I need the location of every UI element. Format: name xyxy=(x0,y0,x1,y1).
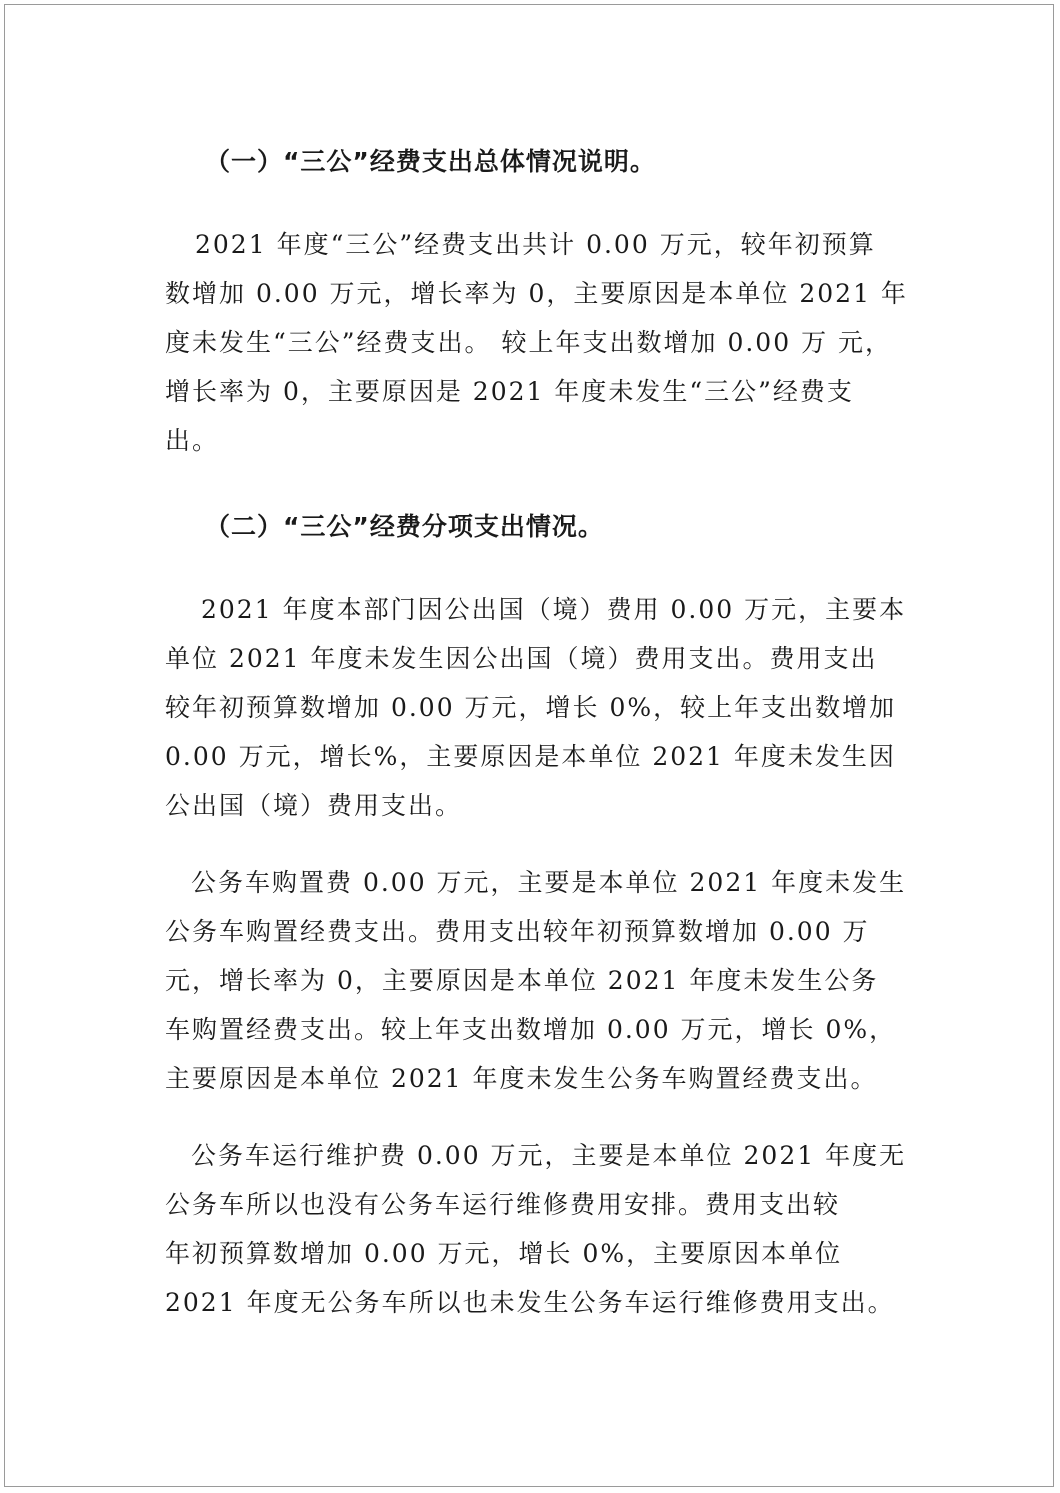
section-2-paragraph-vehicle-purchase xyxy=(165,858,925,1103)
paragraph-line: 公务车运行维护费 0.00 万元，主要是本单位 2021 年度无 xyxy=(191,1141,907,1170)
paragraph-line: 主要原因是本单位 2021 年度未发生公务车购置经费支出。 xyxy=(165,1064,878,1093)
paragraph-line: 公务车购置费 0.00 万元，主要是本单位 2021 年度未发生 xyxy=(191,868,907,897)
document-body xyxy=(165,130,925,1327)
section-2-heading: （二）“三公”经费分项支出情况。 xyxy=(205,512,604,541)
section-1-heading: （一）“三公”经费支出总体情况说明。 xyxy=(205,147,656,176)
paragraph-line: 公务车所以也没有公务车运行维修费用安排。费用支出较 xyxy=(165,1190,841,1219)
section-1-paragraph xyxy=(165,220,925,465)
paragraph-line: 年初预算数增加 0.00 万元，增长 0%，主要原因本单位 xyxy=(165,1239,843,1268)
paragraph-line: 度未发生“三公”经费支出。 较上年支出数增加 0.00 万 元， xyxy=(165,328,893,357)
paragraph-line: 较年初预算数增加 0.00 万元，增长 0%，较上年支出数增加 xyxy=(165,693,897,722)
paragraph-gap xyxy=(165,1103,925,1131)
paragraph-line: 公务车购置经费支出。费用支出较年初预算数增加 0.00 万 xyxy=(165,917,870,946)
section-2-paragraph-overseas xyxy=(165,585,925,830)
paragraph-line: 2021 年度本部门因公出国（境）费用 0.00 万元，主要本 xyxy=(201,595,907,624)
paragraph-line: 车购置经费支出。较上年支出数增加 0.00 万元，增长 0%， xyxy=(165,1015,897,1044)
paragraph-gap xyxy=(165,830,925,858)
paragraph-line: 0.00 万元，增长%，主要原因是本单位 2021 年度未发生因 xyxy=(165,742,896,771)
paragraph-line: 出。 xyxy=(165,426,220,455)
section-2-paragraph-vehicle-maintenance xyxy=(165,1131,925,1327)
paragraph-line: 增长率为 0，主要原因是 2021 年度未发生“三公”经费支 xyxy=(165,377,854,406)
paragraph-line: 元，增长率为 0，主要原因是本单位 2021 年度未发生公务 xyxy=(165,966,879,995)
paragraph-line: 2021 年度无公务车所以也未发生公务车运行维修费用支出。 xyxy=(165,1288,895,1317)
paragraph-line: 2021 年度“三公”经费支出共计 0.00 万元，较年初预算 xyxy=(195,230,876,259)
paragraph-line: 数增加 0.00 万元，增长率为 0，主要原因是本单位 2021 年 xyxy=(165,279,908,308)
paragraph-line: 单位 2021 年度未发生因公出国（境）费用支出。费用支出 xyxy=(165,644,878,673)
paragraph-line: 公出国（境）费用支出。 xyxy=(165,791,463,820)
